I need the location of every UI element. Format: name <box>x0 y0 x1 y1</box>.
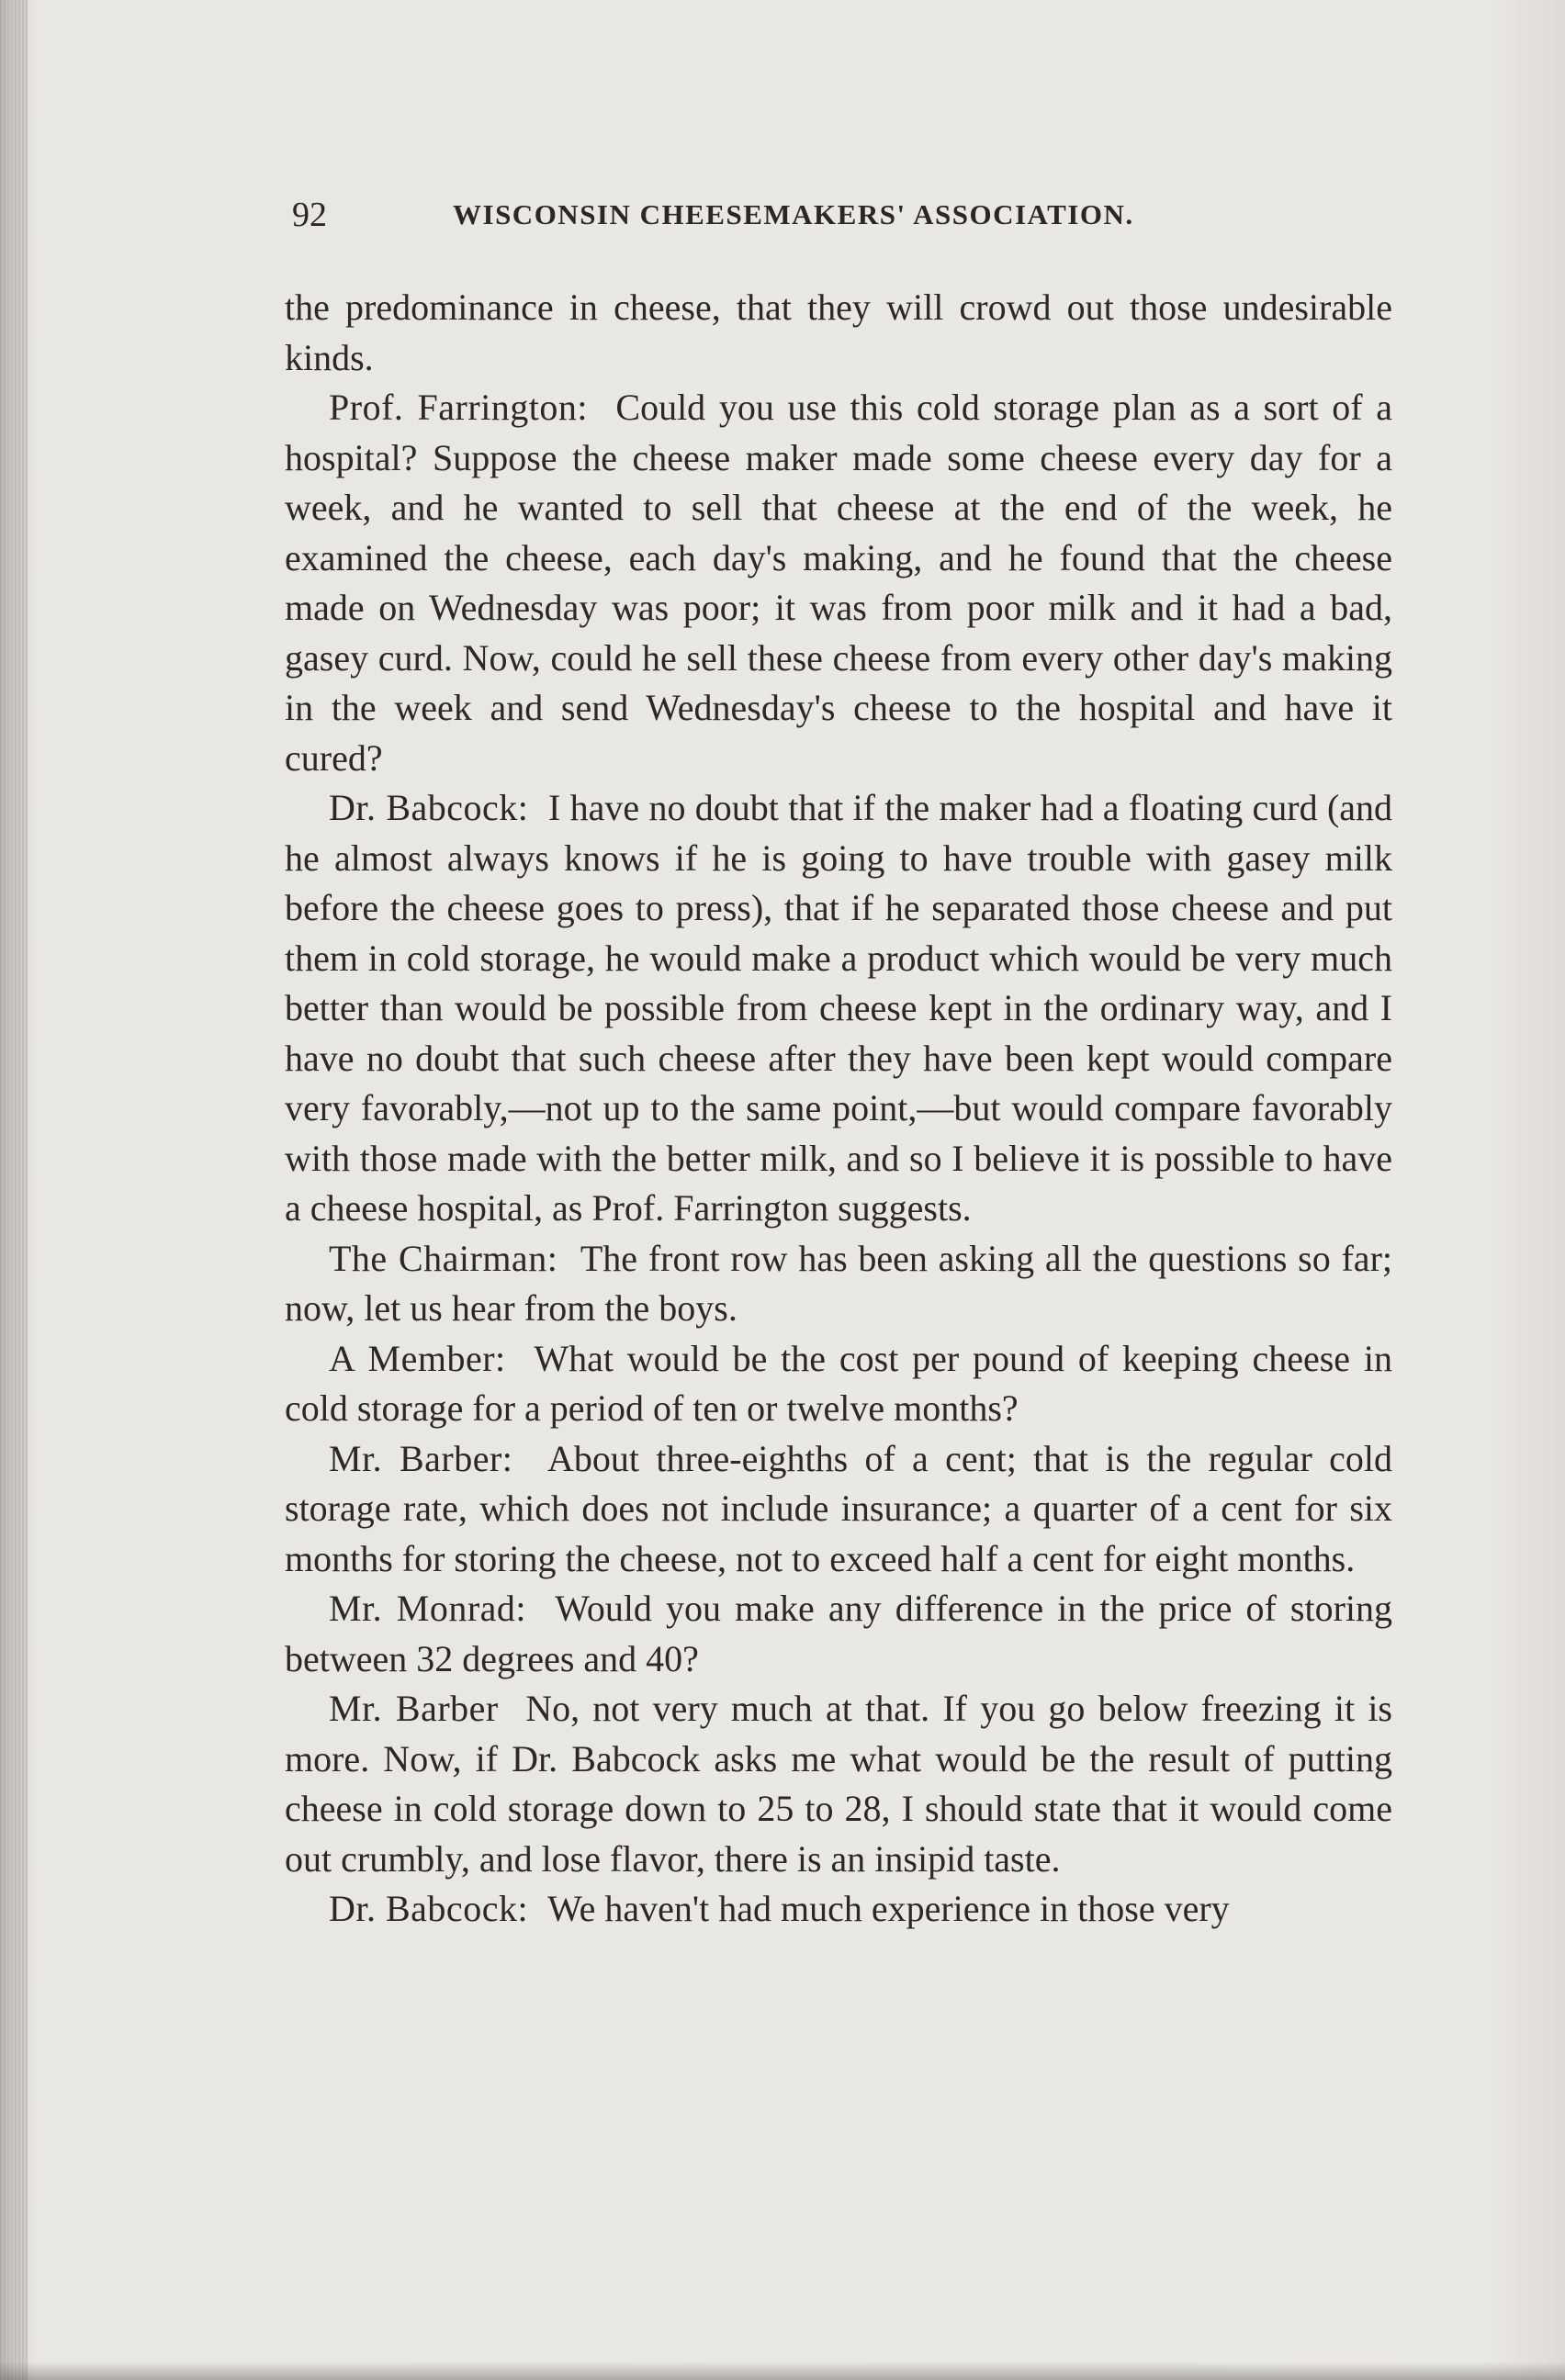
speaker-name: A Member: <box>329 1337 506 1379</box>
body-text <box>285 283 1392 1935</box>
paragraph-text: About three-eighths of a cent; that is the regular cold storage rate, which does not include insurance; a quarter of a cent for six months for storing the cheese, not to exceed half a cent for eight months. <box>285 1437 1392 1579</box>
speaker-name: Dr. Babcock: <box>329 787 529 828</box>
speaker-name: The Chairman: <box>329 1237 558 1279</box>
speaker-name: Mr. Barber: <box>329 1437 513 1479</box>
speaker-name: Mr. Barber <box>329 1688 499 1729</box>
paragraph <box>285 1334 1392 1434</box>
speaker-name: Mr. Monrad: <box>329 1588 527 1629</box>
paragraph-text: What would be the cost per pound of keeping cheese in cold storage for a period of ten or twelve months? <box>285 1337 1393 1429</box>
page-number: 92 <box>292 196 327 234</box>
paragraph <box>285 783 1392 1234</box>
paragraph <box>285 1684 1392 1884</box>
paragraph <box>285 1584 1392 1684</box>
paragraph-text: Could you use this cold storage plan as a sort of a hospital? Suppose the cheese maker made some cheese every day for a week, and he wanted to sell that cheese at the end of the week, he examined the cheese, each day's making, and he found that the cheese made on Wednesday was poor; it was from poor milk and it had a bad, gasey curd. Now, could he sell these cheese from every other day's making in the week and send Wednesday's cheese to the hospital and have it cured? <box>285 387 1393 779</box>
paragraph <box>285 1434 1392 1585</box>
paragraph-text: We haven't had much experience in those very <box>547 1888 1230 1929</box>
paragraph-text: No, not very much at that. If you go below freezing it is more. Now, if Dr. Babcock asks me what would be the result of putting cheese in cold storage down to 25 to 28, I should state that it would come out crumbly, and lose flavor, there is an insipid taste. <box>285 1688 1392 1880</box>
speaker-name: Dr. Babcock: <box>329 1888 529 1929</box>
page-header <box>292 195 1312 250</box>
paragraph <box>285 283 1392 383</box>
paragraph-text: The front row has been asking all the questions so far; now, let us hear from the boys. <box>285 1237 1392 1329</box>
page-bottom-edge <box>0 2362 1565 2380</box>
running-title: WISCONSIN CHEESEMAKERS' ASSOCIATION. <box>453 198 1134 230</box>
paragraph-text: the predominance in cheese, that they will crowd out those undesirable kinds. <box>285 286 1392 378</box>
paragraph-text: I have no doubt that if the maker had a floating curd (and he almost always knows if he is going to have trouble with gasey milk before the cheese goes to press), that if he separated those cheese and put them in cold storage, he would make a product which would be very much better than would be possible from cheese kept in the ordinary way, and I have no doubt that such cheese after they have been kept would compare very favorably,—not up to the same point,—but would compare favorably with those made with the better milk, and so I believe it is possible to have a cheese hospital, as Prof. Farrington suggests. <box>285 787 1393 1229</box>
paragraph-text: Would you make any difference in the price of storing between 32 degrees and 40? <box>285 1588 1392 1679</box>
paragraph <box>285 1234 1392 1334</box>
paragraph <box>285 1884 1392 1935</box>
speaker-name: Prof. Farrington: <box>329 387 589 428</box>
page-spine-edge <box>0 0 28 2380</box>
paragraph <box>285 383 1392 783</box>
